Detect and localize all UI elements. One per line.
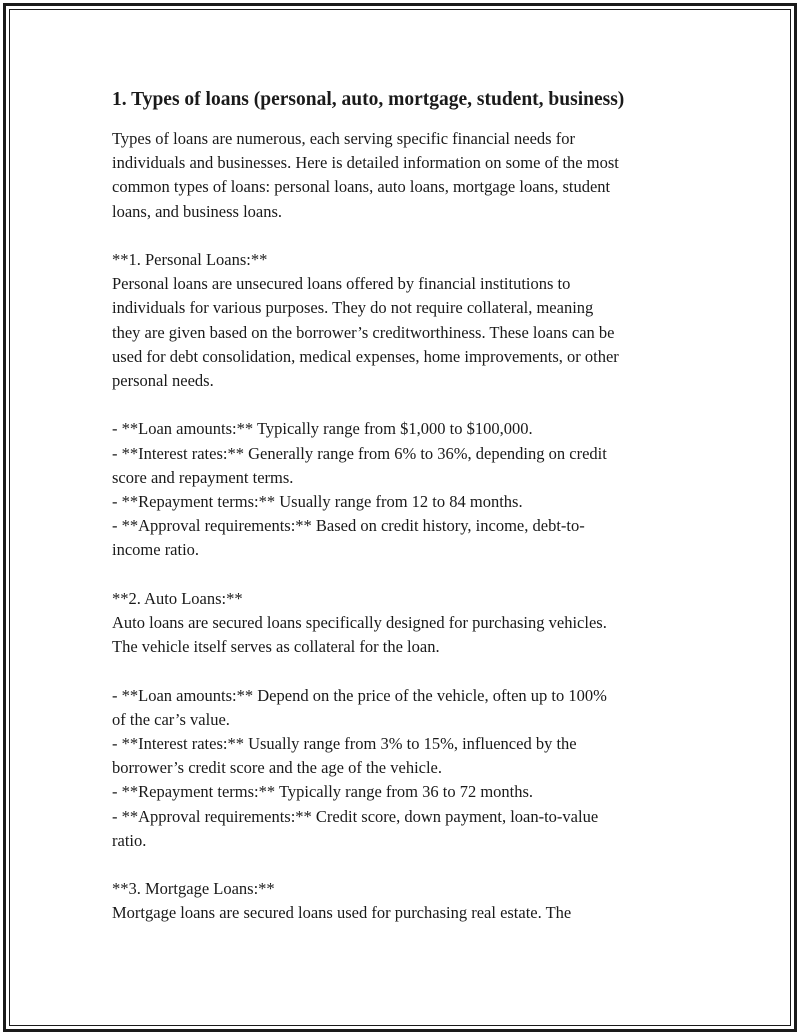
text-line: The vehicle itself serves as collateral for the loan. <box>112 637 440 657</box>
list-item-continuation: score and repayment terms. <box>112 467 294 487</box>
list-item: - **Loan amounts:** Depend on the price of the vehicle, often up to 100% <box>112 685 607 705</box>
personal-loans-section <box>112 248 692 393</box>
text-line: Types of loans are numerous, each serving specific financial needs for <box>112 129 575 148</box>
text-line: individuals for various purposes. They do not require collateral, meaning <box>112 298 594 318</box>
personal-loans-heading: **1. Personal Loans:** <box>112 250 268 269</box>
mortgage-loans-section <box>112 877 692 925</box>
text-line: individuals and businesses. Here is detailed information on some of the most <box>112 153 619 173</box>
text-line: Personal loans are unsecured loans offered by financial institutions to <box>112 274 571 294</box>
list-item-continuation: ratio. <box>112 830 147 850</box>
auto-loans-section <box>112 587 692 660</box>
list-item: - **Interest rates:** Generally range from 6% to 36%, depending on credit <box>112 443 607 463</box>
list-item: - **Loan amounts:** Typically range from $1,000 to $100,000. <box>112 419 533 439</box>
auto-loans-details <box>112 684 692 853</box>
auto-loans-heading: **2. Auto Loans:** <box>112 588 243 608</box>
personal-loans-details <box>112 417 692 562</box>
list-item: - **Approval requirements:** Credit score, down payment, loan-to-value <box>112 806 599 826</box>
intro-paragraph <box>112 127 692 224</box>
list-item: - **Approval requirements:** Based on credit history, income, debt-to- <box>112 516 585 536</box>
mortgage-loans-heading: **3. Mortgage Loans:** <box>112 879 275 899</box>
text-line: common types of loans: personal loans, auto loans, mortgage loans, student <box>112 177 611 197</box>
list-item-continuation: income ratio. <box>112 540 200 560</box>
list-item: - **Repayment terms:** Usually range from 12 to 84 months. <box>112 492 523 512</box>
text-line: Auto loans are secured loans specifically designed for purchasing vehicles. <box>112 613 607 633</box>
text-line: personal needs. <box>112 371 214 391</box>
list-item: - **Repayment terms:** Typically range from 36 to 72 months. <box>112 782 534 802</box>
text-line: Mortgage loans are secured loans used for purchasing real estate. The <box>112 903 572 923</box>
text-line: loans, and business loans. <box>112 201 283 221</box>
text-line: used for debt consolidation, medical expenses, home improvements, or other <box>112 346 619 366</box>
text-line: they are given based on the borrower’s creditworthiness. These loans can be <box>112 322 615 342</box>
section-title: 1. Types of loans (personal, auto, mortgage, student, business) <box>112 89 625 110</box>
list-item: - **Interest rates:** Usually range from 3% to 15%, influenced by the <box>112 734 577 754</box>
list-item-continuation: of the car’s value. <box>112 709 230 729</box>
document-body <box>112 88 692 950</box>
list-item-continuation: borrower’s credit score and the age of the vehicle. <box>112 758 443 778</box>
